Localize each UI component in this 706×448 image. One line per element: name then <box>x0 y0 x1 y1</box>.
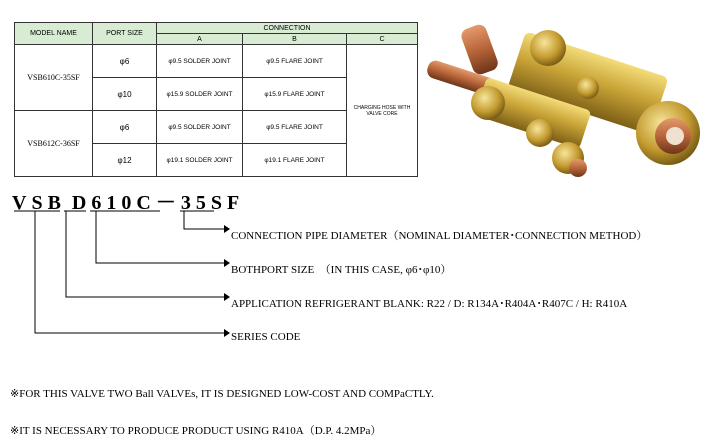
header-col-b: B <box>243 34 347 45</box>
connection-a-cell: φ15.9 SOLDER JOINT <box>157 78 243 111</box>
model-name-cell: VSB612C-36SF <box>15 111 93 177</box>
connection-a-cell: φ9.5 SOLDER JOINT <box>157 45 243 78</box>
connection-pipe-description: CONNECTION PIPE DIAMETER（NOMINAL DIAMETER･CONNECTION METHOD） <box>231 230 648 242</box>
code-char: 6 <box>91 192 107 214</box>
header-connection: CONNECTION <box>157 23 418 34</box>
code-char: 1 <box>106 192 122 214</box>
application-description: APPLICATION REFRIGERANT BLANK: R22 / D: R134A･R404A･R407C / H: R410A <box>231 298 628 310</box>
model-name-cell: VSB610C-35SF <box>15 45 93 111</box>
code-char: 5 <box>195 192 211 214</box>
port-size-cell: φ6 <box>93 111 157 144</box>
leader-bothport <box>96 211 224 263</box>
code-char: V <box>12 192 32 214</box>
connection-a-cell: φ9.5 SOLDER JOINT <box>157 111 243 144</box>
port-size-cell: φ6 <box>93 45 157 78</box>
arrow-series <box>224 329 230 337</box>
connection-c-cell: CHARGING HOSE WITH VALVE CORE <box>347 45 418 177</box>
connection-b-cell: φ15.9 FLARE JOINT <box>243 78 347 111</box>
header-port-size: PORT SIZE <box>93 23 157 45</box>
note-design: ※FOR THIS VALVE TWO Ball VALVEs, IT IS DESIGNED LOW-COST AND COMPaCTLY. <box>10 388 434 400</box>
note-r410a: ※IT IS NECESSARY TO PRODUCE PRODUCT USING R410A（D.P. 4.2MPa） <box>10 425 382 437</box>
bothport-description: BOTHPORT SIZE （IN THIS CASE, φ6･φ10） <box>231 264 452 276</box>
series-description: SERIES CODE <box>231 331 301 343</box>
connection-b-cell: φ19.1 FLARE JOINT <box>243 144 347 177</box>
port-size-cell: φ12 <box>93 144 157 177</box>
header-col-c: C <box>347 34 418 45</box>
arrow-connection <box>224 225 230 233</box>
code-char: S <box>210 192 227 214</box>
connection-a-cell: φ19.1 SOLDER JOINT <box>157 144 243 177</box>
header-model-name: MODEL NAME <box>15 23 93 45</box>
leader-application <box>66 211 224 297</box>
header-col-a: A <box>157 34 243 45</box>
connection-b-cell: φ9.5 FLARE JOINT <box>243 45 347 78</box>
code-char: S <box>31 192 48 214</box>
code-char: D <box>71 192 92 214</box>
code-char: － <box>155 192 181 214</box>
arrow-bothport <box>224 259 230 267</box>
code-char: F <box>226 192 245 214</box>
code-char: 0 <box>121 192 137 214</box>
leader-connection <box>184 211 224 229</box>
port-size-cell: φ10 <box>93 78 157 111</box>
code-char: 3 <box>180 192 196 214</box>
connection-b-cell: φ9.5 FLARE JOINT <box>243 111 347 144</box>
code-char: C <box>136 192 156 214</box>
arrow-application <box>224 293 230 301</box>
code-char: B <box>47 192 66 214</box>
